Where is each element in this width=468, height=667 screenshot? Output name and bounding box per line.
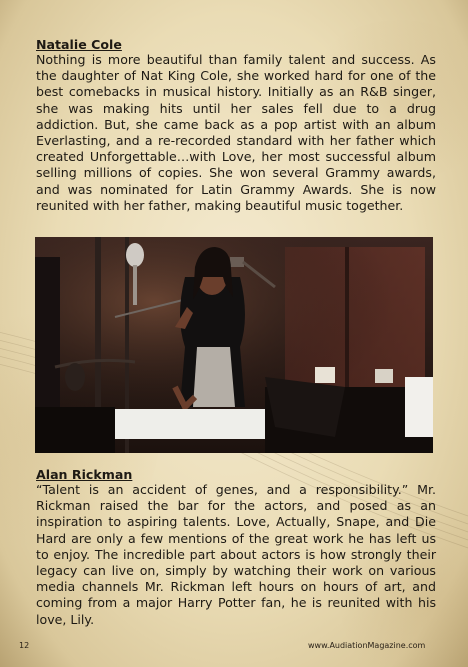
- section-body-natalie-cole: Nothing is more beautiful than family talent and success. As the daughter of Nat King Cole, she worked hard for one of the best comebacks in musical history. Initially as an R&B singer, she was making hits until her sales fell due to a drug addiction. But, she came back as a pop artist with an album Everlasting, and a re-recorded standard with her father which created Unforgettable…with Love, her most successful album selling millions of copies. She won several Grammy awards, and was nominated for Latin Grammy Awards. She is now reunited with her father, making beautiful music together.: [36, 52, 436, 213]
- magazine-website: www.AudiationMagazine.com: [308, 641, 426, 650]
- section-title-natalie-cole: Natalie Cole: [36, 37, 122, 52]
- page-number: 12: [19, 641, 30, 650]
- section-title-alan-rickman: Alan Rickman: [36, 467, 133, 482]
- studio-photo-illustration: [35, 237, 433, 453]
- natalie-cole-studio-photo: [35, 237, 433, 453]
- section-body-alan-rickman: “Talent is an accident of genes, and a responsibility.” Mr. Rickman raised the bar for the actors, and posed as an inspiration to aspiring talents. Love, Actually, Snape, and Die Hard are only a few mentions of the great work he has left us to enjoy. The incredible part about actors is how strongly their legacy can live on, simply by watching their work on various media channels Mr. Rickman left hours on hours of art, and coming from a major Harry Potter fan, he is reunited with his love, Lily.: [36, 482, 436, 627]
